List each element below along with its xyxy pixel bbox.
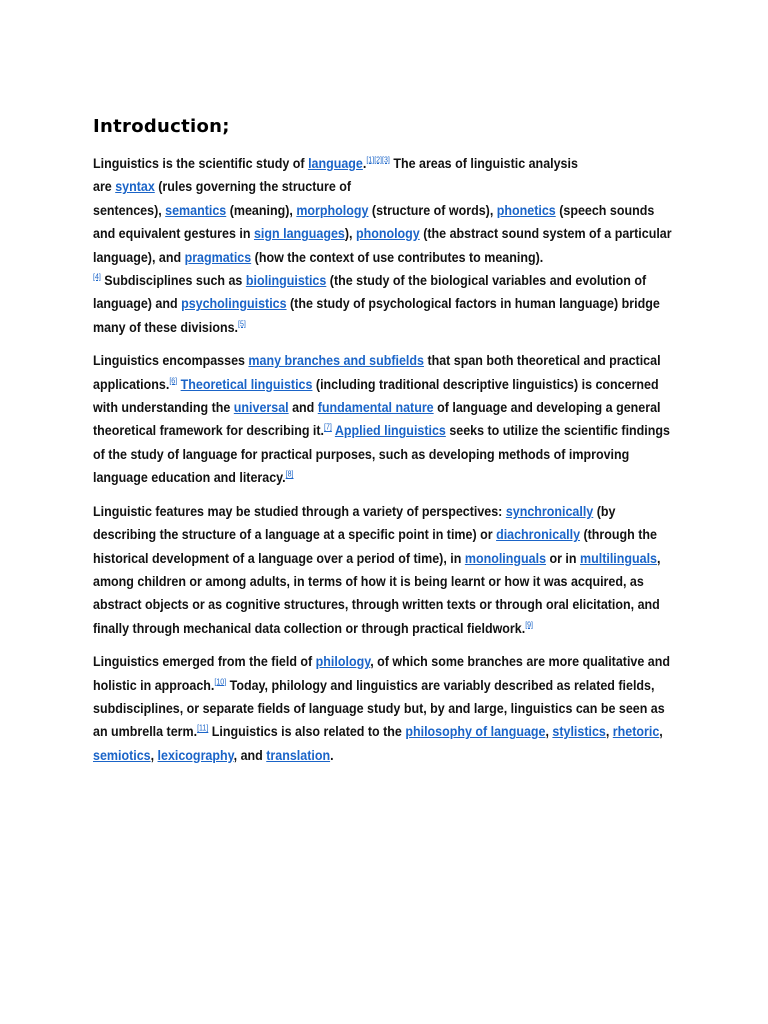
- paragraph: [93, 501, 674, 641]
- text-run: (the abstract sound system of a particular language), and: [93, 226, 672, 266]
- paragraph: [93, 153, 674, 340]
- wiki-link[interactable]: phonology: [355, 226, 420, 243]
- text-run: (including traditional descriptive linguistics) is concerned with understanding the: [93, 376, 659, 417]
- citation-link[interactable]: [3]: [382, 155, 390, 165]
- text-run: (the study of the biological variables and evolution of language) and: [93, 273, 647, 313]
- citation-link[interactable]: [5]: [238, 319, 246, 329]
- text-run: and: [288, 400, 318, 417]
- wiki-link[interactable]: universal: [233, 400, 289, 417]
- wiki-link[interactable]: morphology: [296, 202, 369, 219]
- citation-ref: [366, 155, 374, 164]
- citation-ref: [197, 724, 208, 733]
- text-run: Linguistic features may be studied through a variety of perspectives:: [93, 503, 506, 520]
- text-run: Subdisciplines such as: [100, 273, 246, 290]
- wiki-link[interactable]: philology: [315, 654, 371, 671]
- document-page: [93, 116, 673, 778]
- text-run: (structure of words),: [368, 202, 497, 219]
- wiki-link[interactable]: semantics: [165, 202, 227, 219]
- wiki-link[interactable]: translation: [266, 747, 331, 764]
- text-run: Linguistics encompasses: [93, 353, 249, 370]
- citation-ref: [286, 470, 294, 479]
- wiki-link[interactable]: Applied linguistics: [334, 423, 446, 440]
- text-run: ),: [344, 226, 356, 243]
- wiki-link[interactable]: language: [308, 156, 363, 172]
- text-run: (by describing the structure of a language at a specific point in time) or: [93, 503, 616, 544]
- citation-ref: [169, 376, 177, 385]
- wiki-link[interactable]: pragmatics: [184, 249, 252, 266]
- text-run: ,: [659, 724, 663, 741]
- page-title: Introduction;: [93, 116, 230, 137]
- wiki-link[interactable]: biolinguistics: [245, 273, 327, 290]
- wiki-link[interactable]: diachronically: [496, 527, 581, 544]
- wiki-link[interactable]: stylistics: [552, 724, 606, 741]
- text-run: (the study of psychological factors in human language) bridge many of these divisions.: [93, 296, 660, 336]
- citation-ref: [214, 677, 226, 686]
- citation-link[interactable]: [9]: [525, 619, 534, 629]
- paragraph: [93, 350, 674, 490]
- text-run: (rules governing the structure of: [154, 179, 352, 196]
- citation-link[interactable]: [10]: [214, 676, 227, 686]
- citation-link[interactable]: [2]: [374, 155, 383, 165]
- text-run: ,: [545, 724, 553, 741]
- text-run: ,: [150, 747, 158, 764]
- wiki-link[interactable]: syntax: [115, 179, 155, 196]
- wiki-link[interactable]: fundamental nature: [317, 400, 434, 417]
- text-run: (meaning),: [226, 202, 297, 219]
- text-run: (speech sounds and equivalent gestures in: [93, 202, 655, 243]
- text-run: Linguistics emerged from the field of: [93, 654, 316, 671]
- text-run: Linguistics is also related to the: [208, 724, 406, 741]
- text-run: are: [93, 179, 116, 196]
- citation-link[interactable]: [1]: [366, 155, 375, 165]
- wiki-link[interactable]: synchronically: [505, 503, 594, 520]
- text-run: (how the context of use contributes to meaning).: [251, 249, 544, 266]
- citation-link[interactable]: [6]: [169, 375, 178, 385]
- wiki-link[interactable]: psycholinguistics: [181, 296, 287, 313]
- citation-ref: [238, 319, 246, 328]
- wiki-link[interactable]: multilinguals: [579, 550, 657, 567]
- text-run: , among children or among adults, in terms of how it is being learnt or how it was acquired, as abstract objects or as cognitive structures, through written texts or through oral elicitation, and finally through mechanical data collection or through practical fieldwork.: [93, 550, 661, 637]
- citation-link[interactable]: [8]: [285, 469, 294, 479]
- wiki-link[interactable]: sign languages: [253, 226, 345, 243]
- text-run: seeks to utilize the scientific findings of the study of language for practical purposes, such as developing methods of improving language education and literacy.: [93, 423, 670, 487]
- citation-ref: [525, 620, 533, 629]
- text-run: Today, philology and linguistics are variably described as related fields, subdisciplines, or separate fields of language study but, by and large, linguistics can be seen as an umbrella term.: [93, 677, 665, 741]
- text-run: , and: [233, 747, 267, 764]
- text-run: .: [362, 156, 367, 172]
- text-run: of language and developing a general theoretical framework for describing it.: [93, 400, 661, 440]
- wiki-link[interactable]: Theoretical linguistics: [180, 376, 313, 393]
- wiki-link[interactable]: rhetoric: [612, 724, 660, 741]
- citation-link[interactable]: [11]: [197, 723, 209, 733]
- wiki-link[interactable]: semiotics: [93, 747, 151, 764]
- text-run: (through the historical development of a language over a period of time), in: [93, 527, 657, 567]
- wiki-link[interactable]: phonetics: [496, 202, 556, 219]
- wiki-link[interactable]: philosophy of language: [405, 724, 546, 741]
- wiki-link[interactable]: monolinguals: [464, 550, 547, 567]
- wiki-link[interactable]: many branches and subfields: [248, 353, 424, 370]
- document-body: [93, 153, 673, 768]
- text-run: ,: [605, 724, 613, 741]
- text-run: .: [330, 747, 334, 764]
- citation-link[interactable]: [4]: [93, 272, 101, 282]
- text-run: sentences),: [93, 202, 166, 219]
- citation-ref: [93, 272, 101, 281]
- text-run: The areas of linguistic analysis: [389, 156, 578, 172]
- paragraph: [93, 651, 674, 768]
- wiki-link[interactable]: lexicography: [157, 747, 234, 764]
- citation-link[interactable]: [7]: [324, 422, 332, 432]
- text-run: or in: [546, 550, 580, 567]
- text-run: , of which some branches are more qualitative and holistic in approach.: [93, 654, 670, 694]
- text-run: that span both theoretical and practical applications.: [93, 353, 661, 393]
- text-run: Linguistics is the scientific study of: [93, 156, 309, 172]
